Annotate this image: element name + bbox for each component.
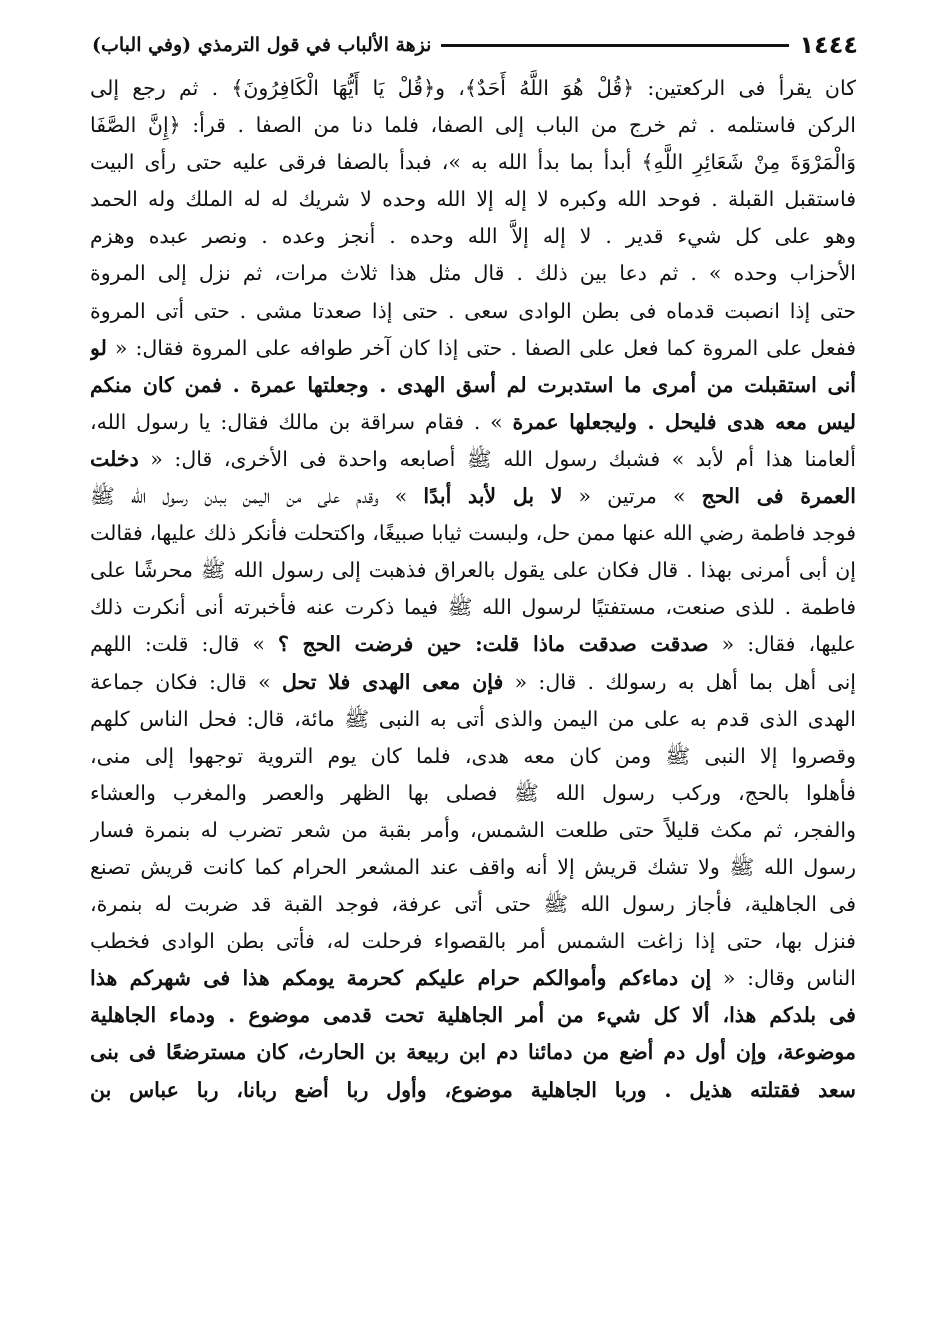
text-segment: وقصروا إلا النبى ﷺ ومن كان معه هدى، فلما كان يوم التروية توجهوا إلى منى، [90, 743, 856, 768]
text-line [90, 664, 856, 701]
text-segment: » مرتين « [562, 484, 702, 509]
bold-text-segment: دخلت [90, 446, 139, 471]
bold-text-segment: فى بلدكم هذا، ألا كل شيء من أمر الجاهلية تحت قدمى موضوع . ودماء الجاهلية [90, 1003, 856, 1028]
text-segment: فى الجاهلية، فأجاز رسول الله ﷺ حتى أتى عرفة، فوجد القبة قد ضربت له بنمرة، [90, 892, 856, 917]
bold-text-segment: إن دماءكم وأموالكم حرام عليكم كحرمة يومكم هذا فى شهركم هذا [90, 966, 712, 991]
bold-text-segment: سعد فقتلته هذيل . وربا الجاهلية موضوع، وأول ربا أضع ربانا، ربا عباس بن [90, 1077, 856, 1102]
bold-text-segment: فإن معى الهدى فلا تحل [281, 669, 504, 694]
text-line [90, 144, 856, 181]
page-header [92, 28, 858, 62]
body-text [90, 70, 856, 1109]
text-line [90, 960, 856, 997]
text-segment: » قال: فكان جماعة [90, 669, 282, 694]
text-line [90, 738, 856, 775]
text-line [90, 404, 856, 441]
text-line [90, 775, 856, 812]
bold-text-segment: ليس معه هدى فليحل . وليجعلها عمرة [512, 409, 856, 434]
text-segment: والفجر، ثم مكث قليلاً حتى طلعت الشمس، وأمر بقبة من شعر تضرب له بنمرة فسار [90, 817, 856, 842]
text-line [90, 367, 856, 404]
text-line [90, 70, 856, 107]
text-segment: وهو على كل شيء قدير . لا إله إلاَّ الله وحده . أنجز وعده . ونصر عبده وهزم [90, 224, 856, 249]
text-line [90, 812, 856, 849]
text-segment: فنزل بها، حتى إذا زاغت الشمس أمر بالقصواء فرحلت له، فأتى بطن الوادى فخطب [90, 929, 856, 954]
text-segment: الهدى الذى قدم به على من اليمن والذى أتى به النبى ﷺ مائة، قال: فحل الناس كلهم [90, 706, 856, 731]
text-line [90, 923, 856, 960]
bold-text-segment: لا بل لأبد أبدًا [423, 484, 563, 509]
bold-text-segment: العمرة فى الحج [701, 484, 856, 509]
text-line [90, 478, 856, 515]
text-line [90, 218, 856, 255]
text-line [90, 1072, 856, 1109]
text-segment: إن أبى أمرنى بهذا . قال فكان على يقول بالعراق فذهبت إلى رسول الله ﷺ محرشًا على [90, 558, 856, 583]
text-segment: ففعل على المروة كما فعل على الصفا . حتى إذا كان آخر طوافه على المروة فقال: « [106, 335, 856, 360]
text-line [90, 441, 856, 478]
text-segment: فوجد فاطمة رضي الله عنها ممن حل، ولبست ثيابا صبيغًا، واكتحلت فأنكر ذلك عليها، فقالت [90, 521, 856, 546]
text-line [90, 107, 856, 144]
text-line [90, 293, 856, 330]
page-number: ١٤٤٤ [799, 31, 858, 59]
header-rule [441, 44, 789, 47]
text-line [90, 886, 856, 923]
text-segment: فاطمة . للذى صنعت، مستفتيًا لرسول الله ﷺ فيما ذكرت عنه فأخبرته أنى أنكرت ذلك [90, 595, 856, 620]
text-segment: » وقدم على من اليمن ببدن رسول الله ﷺ [90, 484, 424, 509]
text-line [90, 589, 856, 626]
text-segment: الركن فاستلمه . ثم خرج من الباب إلى الصفا، فلما دنا من الصفا . قرأ: ﴿إِنَّ الصَّفَا [90, 113, 856, 138]
text-segment: الناس وقال: « [711, 966, 856, 991]
text-segment: وَالْمَرْوَةَ مِنْ شَعَائِرِ اللَّهِ﴾ أبدأ بما بدأ الله به »، فبدأ بالصفا فرقى عليه حتى رأى البيت [90, 150, 856, 175]
text-line [90, 515, 856, 552]
text-segment: » قال: قلت: اللهم [90, 632, 279, 657]
text-segment: كان يقرأ فى الركعتين: ﴿قُلْ هُوَ اللَّهُ أَحَدٌ﴾، و﴿قُلْ يَا أَيُّهَا الْكَافِرُونَ﴾ . ثم رجع إلى [90, 76, 856, 100]
bold-text-segment: موضوعة، وإن أول دم أضع من دمائنا دم ابن ربيعة بن الحارث، كان مسترضعًا فى بنى [90, 1040, 856, 1065]
text-line [90, 1034, 856, 1071]
text-segment: فاستقبل القبلة . فوحد الله وكبره لا إله إلا الله وحده لا شريك له له الملك وله الحمد [90, 187, 856, 212]
bold-text-segment: صدقت صدقت ماذا قلت: حين فرضت الحج ؟ [278, 632, 709, 657]
bold-text-segment: أنى استقبلت من أمرى ما استدبرت لم أسق الهدى . وجعلتها عمرة . فمن كان منكم [90, 372, 856, 397]
running-title: نزهة الألباب في قول الترمذي (وفي الباب) [92, 34, 432, 56]
text-segment: فأهلوا بالحج، وركب رسول الله ﷺ فصلى بها الظهر والعصر والمغرب والعشاء [90, 780, 856, 805]
text-line [90, 626, 856, 663]
bold-text-segment: لو [90, 335, 107, 360]
text-line [90, 849, 856, 886]
text-segment: » . فقام سراقة بن مالك فقال: يا رسول الله، [90, 409, 513, 434]
text-line [90, 255, 856, 292]
text-line [90, 181, 856, 218]
text-line [90, 552, 856, 589]
text-line [90, 330, 856, 367]
text-segment: رسول الله ﷺ ولا تشك قريش إلا أنه واقف عند المشعر الحرام كما كانت قريش تصنع [90, 854, 856, 879]
text-segment: الأحزاب وحده » . ثم دعا بين ذلك . قال مثل هذا ثلاث مرات، ثم نزل إلى المروة [90, 261, 856, 286]
text-segment: ألعامنا هذا أم لأبد » فشبك رسول الله ﷺ أصابعه واحدة فى الأخرى، قال: « [138, 446, 856, 471]
text-segment: حتى إذا انصبت قدماه فى بطن الوادى سعى . حتى إذا صعدتا مشى . حتى أتى المروة [90, 298, 856, 323]
text-segment: إنى أهل بما أهل به رسولك . قال: « [503, 669, 856, 694]
text-line [90, 997, 856, 1034]
text-line [90, 701, 856, 738]
text-segment: عليها، فقال: « [708, 632, 856, 657]
